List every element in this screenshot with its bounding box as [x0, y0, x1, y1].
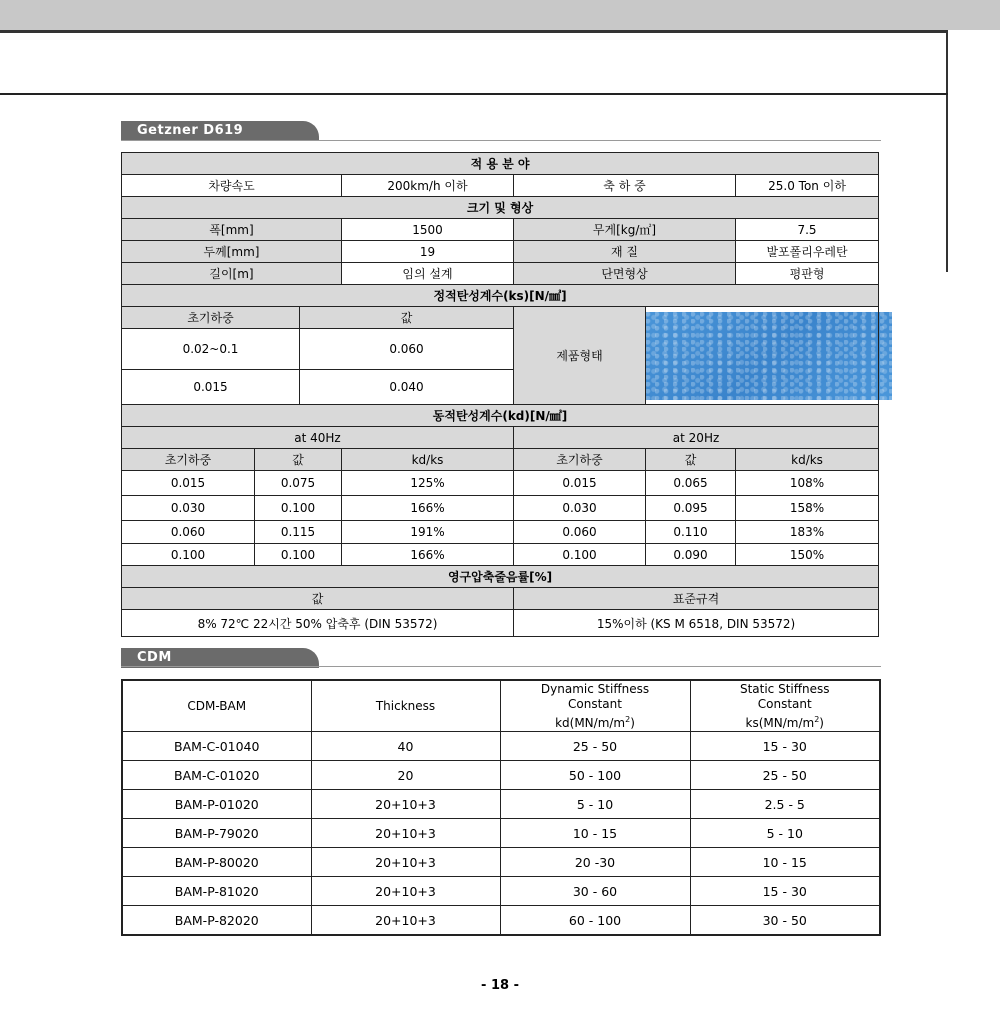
dyn-cell: 166%: [342, 496, 514, 521]
cdm-model: BAM-P-81020: [122, 877, 311, 906]
cdm-thickness: 20+10+3: [311, 848, 500, 877]
dynamic-modulus-header: 동적탄성계수(kd)[N/㎣]: [122, 405, 879, 427]
size-value: 발포폴리우레탄: [736, 241, 879, 263]
dyn-cell: 0.015: [122, 471, 255, 496]
axle-load-label: 축 하 중: [514, 175, 736, 197]
size-label: 길이[m]: [122, 263, 342, 285]
cdm-static-line1: Static Stiffness: [739, 681, 830, 696]
section-tab-getzner: Getzner D619: [121, 121, 319, 141]
cdm-static: 10 - 15: [690, 848, 880, 877]
cdm-dynamic-unit: kd(MN/m/m: [555, 715, 626, 730]
size-value: 1500: [342, 219, 514, 241]
cdm-static: 15 - 30: [690, 877, 880, 906]
cdm-table: [121, 679, 881, 936]
product-photo-cell: [646, 307, 879, 405]
dyn-cell: 0.100: [255, 544, 342, 566]
perm-standard: 15%이하 (KS M 6518, DIN 53572): [514, 610, 879, 637]
cdm-dynamic-close: ): [630, 715, 635, 730]
cdm-row: [122, 790, 880, 819]
dyn-col-header: 초기하중: [122, 449, 255, 471]
application-header: 적 용 분 야: [122, 153, 879, 175]
size-row: [122, 241, 879, 263]
dyn-col-header: 값: [646, 449, 736, 471]
size-row: [122, 219, 879, 241]
dyn-cell: 0.030: [514, 496, 646, 521]
cdm-row: [122, 906, 880, 936]
cdm-static: 30 - 50: [690, 906, 880, 936]
cdm-dynamic: 10 - 15: [500, 819, 690, 848]
section-rule-getzner: [121, 140, 881, 141]
size-value: 7.5: [736, 219, 879, 241]
cdm-row: [122, 848, 880, 877]
section-rule-cdm: [121, 666, 881, 667]
permanent-compression-header: 영구압축줄음률[%]: [122, 566, 879, 588]
cdm-static-line3: [691, 712, 880, 731]
cdm-row: [122, 761, 880, 790]
cdm-dynamic-sup: 2: [625, 714, 631, 724]
cdm-row: [122, 877, 880, 906]
header-bottom-rule: [0, 93, 948, 95]
dyn-cell: 183%: [736, 521, 879, 544]
cdm-static-unit: ks(MN/m/m: [745, 715, 815, 730]
dyn-col-header: 초기하중: [514, 449, 646, 471]
top-header-band: [0, 0, 1000, 30]
size-row: [122, 263, 879, 285]
cdm-dynamic: 5 - 10: [500, 790, 690, 819]
size-shape-header: 크기 및 형상: [122, 197, 879, 219]
dyn-col-header: kd/ks: [736, 449, 879, 471]
cdm-dynamic: 60 - 100: [500, 906, 690, 936]
cdm-dynamic: 25 - 50: [500, 732, 690, 761]
dyn-cell: 0.030: [122, 496, 255, 521]
dyn-cell: 0.110: [646, 521, 736, 544]
size-label: 재 질: [514, 241, 736, 263]
cdm-dynamic-line3: [501, 712, 690, 731]
dyn-cell: 0.100: [122, 544, 255, 566]
cdm-static: 25 - 50: [690, 761, 880, 790]
dyn-cell: 166%: [342, 544, 514, 566]
product-photo-image: [646, 312, 892, 400]
size-label: 두께[mm]: [122, 241, 342, 263]
freq-20hz-header: at 20Hz: [514, 427, 879, 449]
cdm-static-line2: Constant: [757, 696, 812, 711]
product-form-label: 제품형태: [514, 307, 646, 405]
cdm-model: BAM-C-01020: [122, 761, 311, 790]
side-rule: [946, 30, 948, 272]
size-value: 19: [342, 241, 514, 263]
cdm-col-static: [690, 680, 880, 732]
cdm-thickness: 20: [311, 761, 500, 790]
dyn-cell: 0.100: [514, 544, 646, 566]
perm-col-standard: 표준규격: [514, 588, 879, 610]
dyn-cell: 108%: [736, 471, 879, 496]
perm-col-value: 값: [122, 588, 514, 610]
dyn-cell: 0.090: [646, 544, 736, 566]
static-value: 0.060: [300, 329, 514, 370]
cdm-thickness: 40: [311, 732, 500, 761]
cdm-model: BAM-P-79020: [122, 819, 311, 848]
dyn-cell: 0.060: [514, 521, 646, 544]
axle-load-value: 25.0 Ton 이하: [736, 175, 879, 197]
cdm-static-sup: 2: [814, 714, 820, 724]
dyn-cell: 158%: [736, 496, 879, 521]
cdm-col-model: CDM-BAM: [122, 680, 311, 732]
header-rule: [0, 30, 948, 33]
static-initial-load: 0.015: [122, 370, 300, 405]
section-tab-cdm: CDM: [121, 648, 319, 668]
dyn-cell: 0.100: [255, 496, 342, 521]
dyn-row: [122, 496, 879, 521]
page-number: - 18 -: [481, 978, 519, 993]
static-modulus-header: 정적탄성계수(ks)[N/㎣]: [122, 285, 879, 307]
cdm-dynamic-line1: Dynamic Stiffness: [540, 681, 650, 696]
dyn-col-header: 값: [255, 449, 342, 471]
dyn-cell: 0.075: [255, 471, 342, 496]
dyn-row: [122, 521, 879, 544]
static-initial-load: 0.02~0.1: [122, 329, 300, 370]
size-label: 폭[mm]: [122, 219, 342, 241]
dyn-row: [122, 544, 879, 566]
cdm-col-thickness: Thickness: [311, 680, 500, 732]
cdm-model: BAM-P-80020: [122, 848, 311, 877]
getzner-spec-table: [121, 152, 879, 637]
cdm-static-close: ): [819, 715, 824, 730]
cdm-col-dynamic: [500, 680, 690, 732]
cdm-dynamic: 30 - 60: [500, 877, 690, 906]
cdm-model: BAM-P-01020: [122, 790, 311, 819]
cdm-thickness: 20+10+3: [311, 790, 500, 819]
dyn-cell: 0.015: [514, 471, 646, 496]
cdm-model: BAM-C-01040: [122, 732, 311, 761]
cdm-model: BAM-P-82020: [122, 906, 311, 936]
dyn-cell: 191%: [342, 521, 514, 544]
dyn-cell: 0.065: [646, 471, 736, 496]
size-value: 평판형: [736, 263, 879, 285]
cdm-static: 5 - 10: [690, 819, 880, 848]
freq-40hz-header: at 40Hz: [122, 427, 514, 449]
cdm-thickness: 20+10+3: [311, 906, 500, 936]
cdm-thickness: 20+10+3: [311, 819, 500, 848]
perm-value: 8% 72℃ 22시간 50% 압축후 (DIN 53572): [122, 610, 514, 637]
cdm-dynamic-line2: Constant: [568, 696, 622, 711]
static-col-initial-load: 초기하중: [122, 307, 300, 329]
dyn-cell: 0.095: [646, 496, 736, 521]
dyn-cell: 0.060: [122, 521, 255, 544]
dyn-cell: 0.115: [255, 521, 342, 544]
cdm-row: [122, 819, 880, 848]
dyn-row: [122, 471, 879, 496]
dyn-cell: 150%: [736, 544, 879, 566]
size-value: 임의 설계: [342, 263, 514, 285]
size-label: 단면형상: [514, 263, 736, 285]
vehicle-speed-label: 차량속도: [122, 175, 342, 197]
cdm-thickness: 20+10+3: [311, 877, 500, 906]
cdm-static: 15 - 30: [690, 732, 880, 761]
cdm-dynamic: 50 - 100: [500, 761, 690, 790]
vehicle-speed-value: 200km/h 이하: [342, 175, 514, 197]
dyn-cell: 125%: [342, 471, 514, 496]
static-value: 0.040: [300, 370, 514, 405]
cdm-dynamic: 20 -30: [500, 848, 690, 877]
static-col-value: 값: [300, 307, 514, 329]
dyn-col-header: kd/ks: [342, 449, 514, 471]
size-label: 무게[kg/㎡]: [514, 219, 736, 241]
cdm-row: [122, 732, 880, 761]
cdm-static: 2.5 - 5: [690, 790, 880, 819]
